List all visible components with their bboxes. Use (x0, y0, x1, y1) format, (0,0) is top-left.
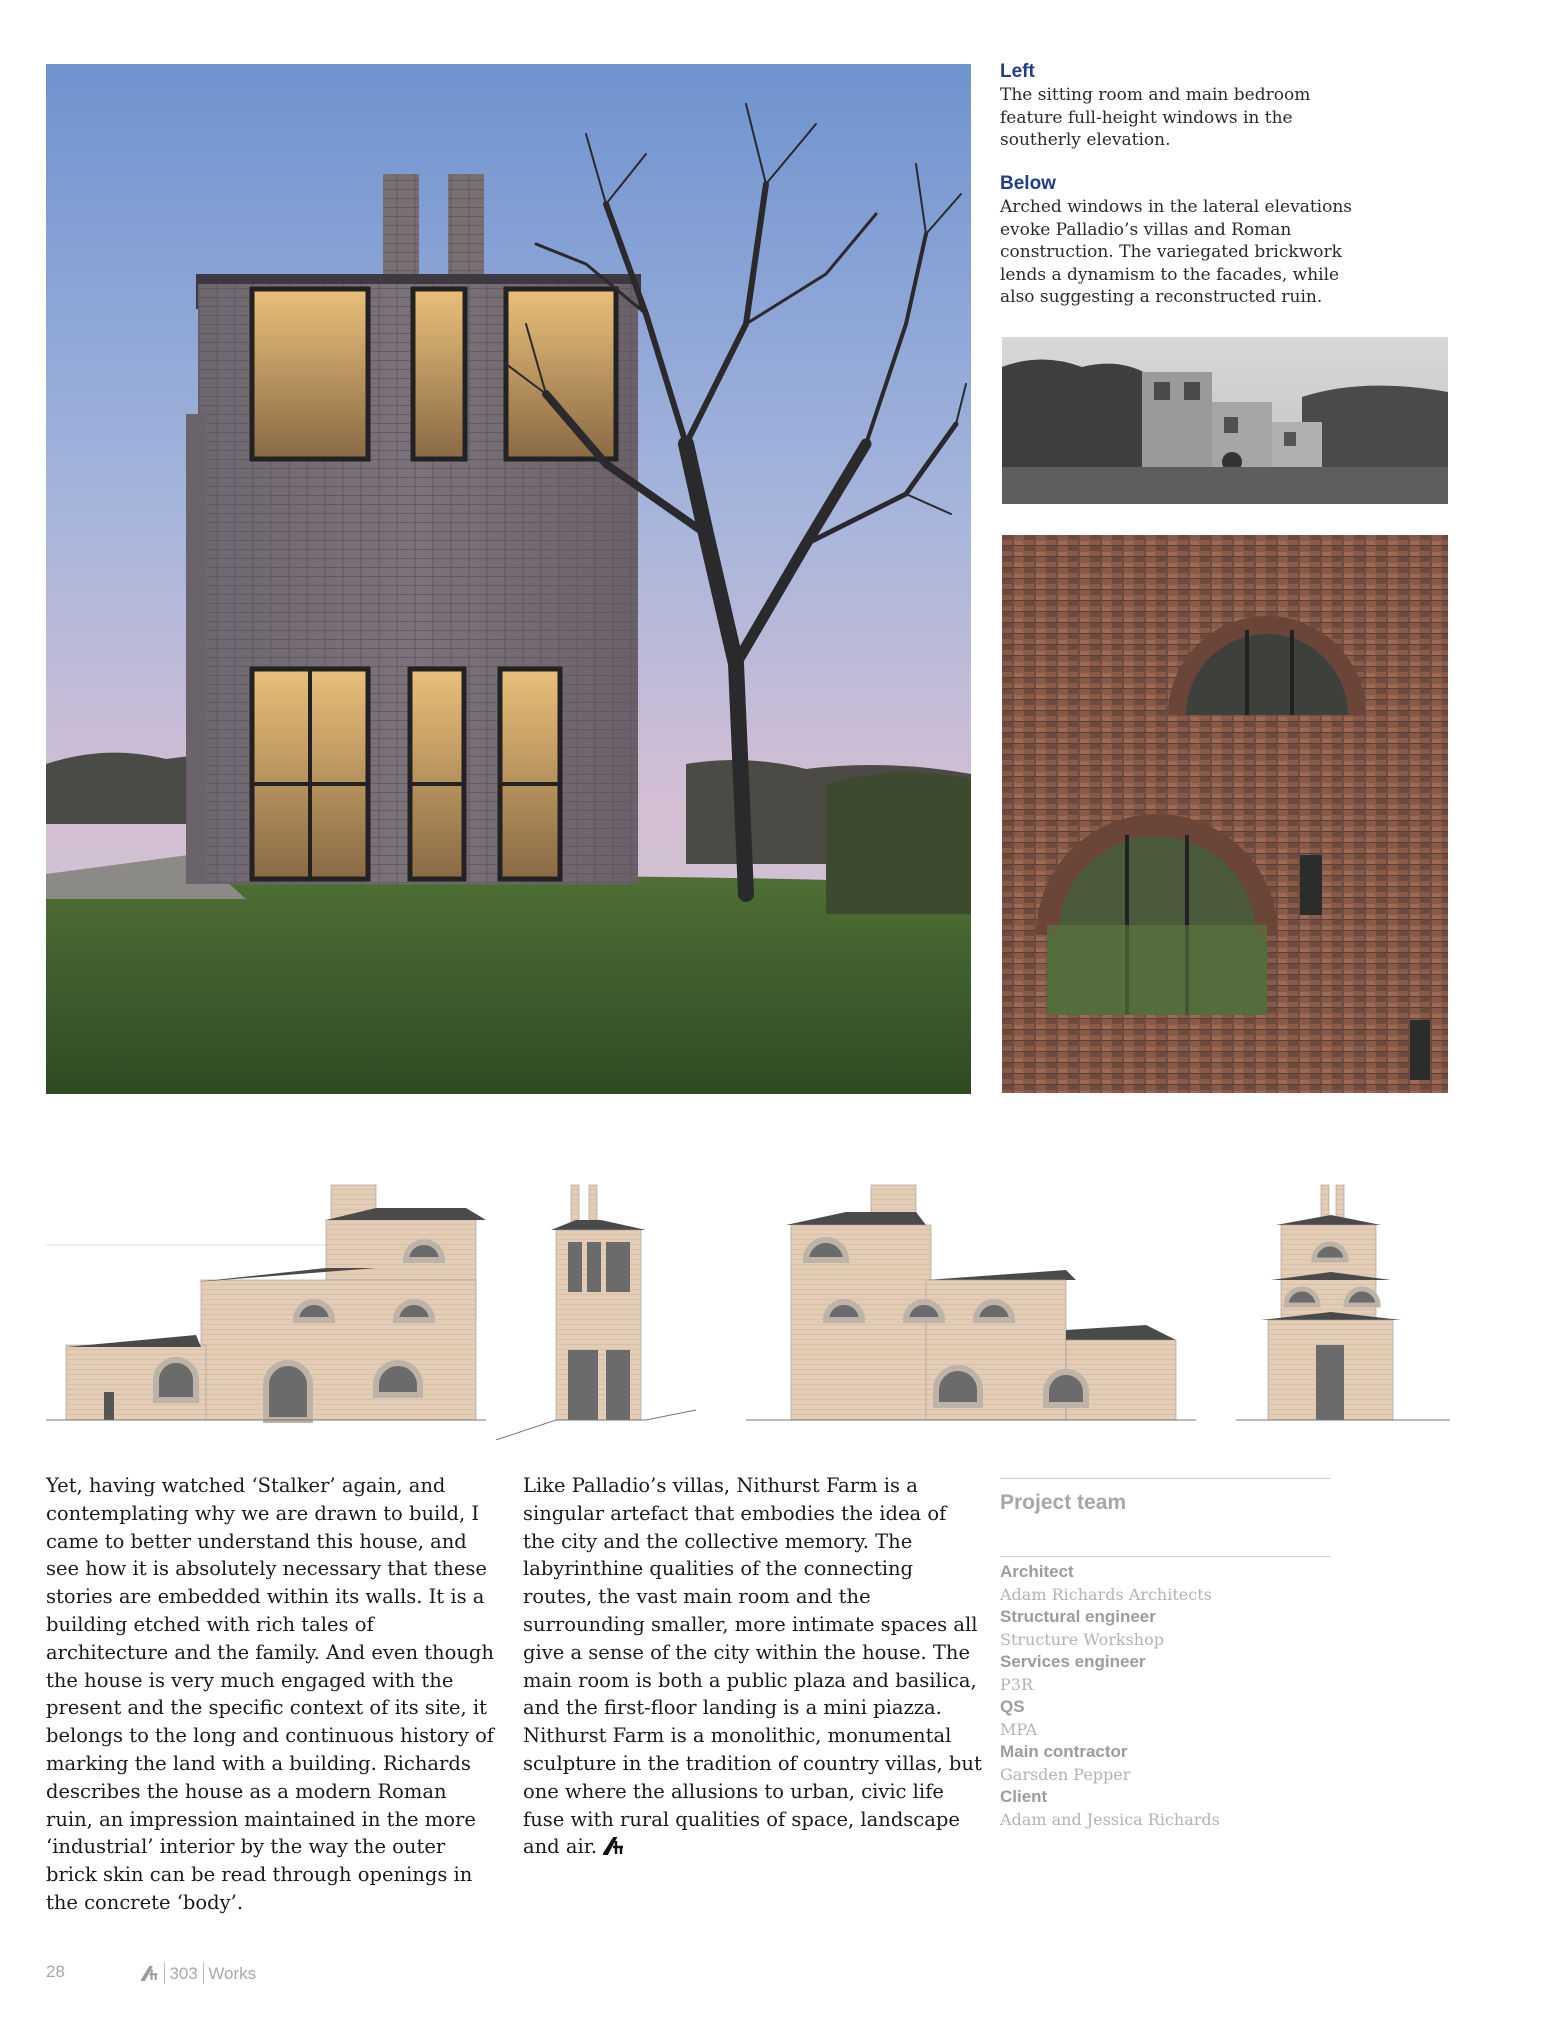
bw-construction-photo (1002, 337, 1448, 504)
team-entries (1000, 1557, 1330, 1831)
footer-issue-group (141, 1962, 256, 1984)
team-name: Structure Workshop (1000, 1629, 1164, 1649)
body-text-col2-content: Like Palladio’s villas, Nithurst Farm is a singular artefact that embodies the idea of the city and the collective memory. The labyrinthine qualities of the connecting routes, the vast main room and the surrounding smaller, more intimate spaces all give a sense of the city within the house. The main room is both a public plaza and basilica, and the first-floor landing is a mini piazza. Nithurst Farm is a monolithic, monumental sculpture in the tradition of country villas, but one where the allusions to urban, civic life fuse with rural qualities of space, landscape and air. (523, 1474, 982, 1859)
caption-left-heading: Left (1000, 61, 1035, 82)
team-role: Main contractor (1000, 1742, 1128, 1761)
project-team-panel (1000, 1478, 1330, 1831)
team-role: Structural engineer (1000, 1607, 1156, 1626)
hero-photo (46, 64, 971, 1094)
caption-left (1000, 60, 1360, 152)
project-team-title: Project team (1000, 1491, 1127, 1514)
issue-number: 303 (169, 1964, 198, 1983)
team-role: QS (1000, 1697, 1025, 1716)
end-mark-logo-icon (603, 1837, 625, 1855)
section-name: Works (208, 1964, 257, 1983)
elevation-drawings (46, 1180, 1450, 1440)
body-text-col1: Yet, having watched ‘Stalker’ again, and contemplating why we are drawn to build, I came to better understand this house, and see how it is absolutely necessary that these stories are embedded within its walls. It is a building etched with rich tales of architecture and the family. And even though the house is very much engaged with the present and the specific context of its site, it belongs to the long and continuous history of marking the land with a building. Richards describes the house as a modern Roman ruin, an impression maintained in the more ‘industrial’ interior by the way the outer brick skin can be read through openings in the concrete ‘body’. (46, 1474, 495, 1914)
team-name: Adam and Jessica Richards (1000, 1809, 1220, 1829)
caption-left-text: The sitting room and main bedroom feature full-height windows in the southerly elevation. (1000, 85, 1311, 150)
team-role: Services engineer (1000, 1652, 1146, 1671)
caption-below (1000, 172, 1360, 309)
caption-below-heading: Below (1000, 173, 1056, 194)
team-name: Garsden Pepper (1000, 1764, 1131, 1784)
arched-windows-photo (1002, 535, 1448, 1093)
page-number: 28 (46, 1962, 65, 1981)
magazine-logo-icon (141, 1966, 159, 1981)
team-role: Architect (1000, 1562, 1074, 1581)
team-role: Client (1000, 1787, 1048, 1806)
body-text-col2 (523, 1472, 983, 1861)
team-name: P3R (1000, 1674, 1033, 1694)
team-name: MPA (1000, 1719, 1038, 1739)
team-name: Adam Richards Architects (1000, 1584, 1212, 1604)
footer-divider (164, 1962, 165, 1984)
caption-below-text: Arched windows in the lateral elevations evoke Palladio’s villas and Roman construction. The variegated brickwork lends a dynamism to the facades, while also suggesting a reconstructed ruin. (1000, 197, 1353, 307)
body-column-2 (523, 1472, 983, 1861)
body-column-1 (46, 1472, 496, 1917)
footer-divider (203, 1962, 204, 1984)
